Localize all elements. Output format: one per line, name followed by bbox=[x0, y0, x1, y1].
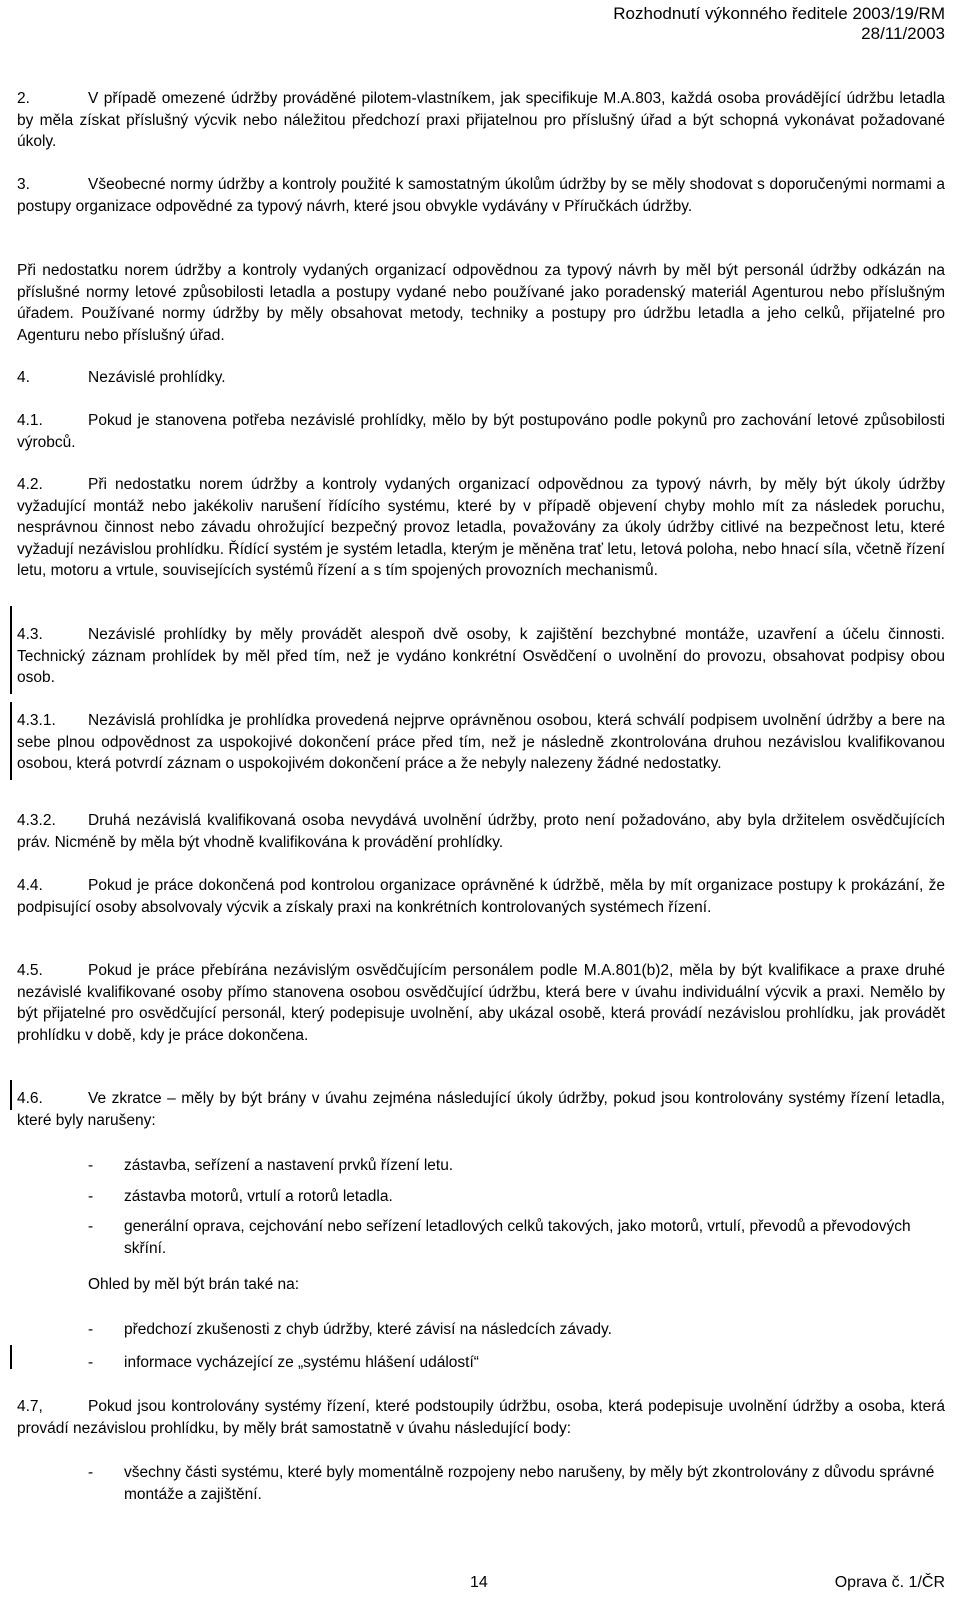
paragraph-text: V případě omezené údržby prováděné pilotem-vlastníkem, jak specifikuje M.A.803, každá osoba provádějící údržbu letadla by měla získat příslušný výcvik nebo náležitou předchozí praxi přijatelnou pro příslušný úřad a být schopná vykonávat požadované úkoly. bbox=[17, 90, 945, 150]
paragraph-text: Při nedostatku norem údržby a kontroly vydaných organizací odpovědnou za typový návrh, by měly být úkoly údržby vyžadující montáž nebo jakékoliv narušení řídícího systému, které by v případě objevení chyby mohlo mít za následek poruchu, nesprávnou činnost nebo závadu ohrožující bezpečný provoz letadla, považovány za úkoly údržby citlivé na bezpečnost letu, které vyžadují nezávislou prohlídku. Řídící systém je systém letadla, kterým je měněna trať letu, letová poloha, nebo hnací síla, včetně řízení letu, motoru a vrtule, souvisejících systémů řízení a s tím spojených provozních mechanismů. bbox=[17, 476, 945, 579]
paragraph-number: 4.3.1. bbox=[17, 712, 56, 729]
paragraph-number: 4.3.2. bbox=[17, 812, 56, 829]
page-header bbox=[613, 4, 945, 44]
section-title: Nezávislé prohlídky. bbox=[88, 369, 226, 386]
list-item-text: zástavba motorů, vrtulí a rotorů letadla. bbox=[124, 1188, 393, 1205]
list-dash: - bbox=[88, 1157, 94, 1174]
paragraph-4-3-1 bbox=[17, 710, 945, 775]
list-item bbox=[88, 1216, 945, 1259]
change-bar bbox=[10, 606, 12, 694]
paragraph-number: 4.5. bbox=[17, 962, 43, 979]
paragraph-4-1 bbox=[17, 410, 945, 453]
section-number: 4. bbox=[17, 369, 30, 386]
paragraph-4-2 bbox=[17, 474, 945, 582]
paragraph-text: Pokud je stanovena potřeba nezávislé prohlídky, mělo by být postupováno podle pokynů pro zachování letové způsobilosti výrobců. bbox=[17, 412, 945, 451]
header-date: 28/11/2003 bbox=[861, 24, 945, 43]
list-item-text: generální oprava, cejchování nebo seřízení letadlových celků takových, jako motorů, vrtulí, převodů a převodových skříní. bbox=[124, 1218, 911, 1257]
paragraph-text: Při nedostatku norem údržby a kontroly vydaných organizací odpovědnou za typový návrh by měl být personál údržby odkázán na příslušné normy letové způsobilosti letadla a postupy vydané nebo používané jako poradenský materiál Agenturou nebo příslušným úřadem. Používané normy údržby by měly obsahovat metody, techniky a postupy pro údržbu letadla a jeho celků, přijatelné pro Agenturu nebo příslušný úřad. bbox=[17, 262, 945, 344]
list-item bbox=[88, 1186, 945, 1208]
paragraph-3-continuation bbox=[17, 260, 945, 346]
list-item-text: všechny části systému, které byly momentálně rozpojeny nebo narušeny, by měly být zkontrolovány z důvodu správné montáže a zajištění. bbox=[124, 1464, 935, 1503]
paragraph-text: Všeobecné normy údržby a kontroly použité k samostatným úkolům údržby by se měly shodovat s doporučenými normami a postupy organizace odpovědné za typový návrh, které jsou obvykle vydávány v Příručkách údržby. bbox=[17, 176, 945, 215]
paragraph-number: 4.6. bbox=[17, 1090, 43, 1107]
paragraph-number: 4.2. bbox=[17, 476, 43, 493]
paragraph-text: Druhá nezávislá kvalifikovaná osoba nevydává uvolnění údržby, proto není požadováno, aby byla držitelem osvědčujících práv. Nicméně by měla být vhodně kvalifikována k provádění prohlídky. bbox=[17, 812, 945, 851]
paragraph-text: Pokud jsou kontrolovány systémy řízení, které podstoupily údržbu, osoba, která podepisuje uvolnění údržby a osoba, která provádí nezávislou prohlídku, by měly brát samostatně v úvahu následující body: bbox=[17, 1398, 945, 1437]
list-item bbox=[88, 1462, 945, 1505]
paragraph-4-3-2 bbox=[17, 810, 945, 853]
header-decision-title: Rozhodnutí výkonného ředitele 2003/19/RM bbox=[613, 4, 945, 23]
paragraph-text: Ve zkratce – měly by být brány v úvahu zejména následující úkoly údržby, pokud jsou kontrolovány systémy řízení letadla, které byly narušeny: bbox=[17, 1090, 945, 1129]
paragraph-text: Pokud je práce přebírána nezávislým osvědčujícím personálem podle M.A.801(b)2, měla by být kvalifikace a praxe druhé nezávislé kvalifikované osoby přímo stanovena osobou osvědčující údržbu, která bere v úvahu individuální výcvik a praxi. Nemělo by být přijatelné pro osvědčující personál, který podepisuje uvolnění, aby ukázal osobě, která provádí nezávislou prohlídku, jak provádět prohlídku v době, kdy je práce dokončena. bbox=[17, 962, 945, 1044]
paragraph-4-7 bbox=[17, 1396, 945, 1439]
list-item bbox=[88, 1155, 945, 1177]
list-item-text: zástavba, seřízení a nastavení prvků řízení letu. bbox=[124, 1157, 454, 1174]
list-item bbox=[88, 1319, 945, 1341]
paragraph-text: Nezávislé prohlídky by měly provádět alespoň dvě osoby, k zajištění bezchybné montáže, uzavření a účelu činnosti. Technický záznam prohlídek by měl před tím, než je vydáno konkrétní Osvědčení o uvolnění do provozu, obsahovat podpisy obou osob. bbox=[17, 626, 945, 686]
paragraph-3 bbox=[17, 174, 945, 217]
paragraph-number: 4.1. bbox=[17, 412, 43, 429]
list-dash: - bbox=[88, 1354, 94, 1371]
paragraph-text: Nezávislá prohlídka je prohlídka provedená nejprve oprávněnou osobou, která schválí podpisem uvolnění údržby a bere na sebe plnou odpovědnost za uspokojivé dokončení práce před tím, než je následně zkontrolována druhou nezávislou kvalifikovanou osobou, která potvrdí záznam o uspokojivém dokončení práce a že nebyly nalezeny žádné nedostatky. bbox=[17, 712, 945, 772]
paragraph-4-6 bbox=[17, 1088, 945, 1131]
change-bar bbox=[10, 1080, 12, 1110]
also-consider-label: Ohled by měl být brán také na: bbox=[88, 1276, 300, 1293]
paragraph-text: Pokud je práce dokončená pod kontrolou organizace oprávněné k údržbě, měla by mít organizace postupy k prokázání, že podpisující osoby absolvovaly výcvik a získaly praxi na konkrétních kontrolovaných systémech řízení. bbox=[17, 877, 945, 916]
correction-label: Oprava č. 1/ČR bbox=[834, 1574, 945, 1591]
list-dash: - bbox=[88, 1218, 94, 1235]
paragraph-4-4 bbox=[17, 875, 945, 918]
list-dash: - bbox=[88, 1188, 94, 1205]
section-4-heading bbox=[17, 367, 945, 389]
list-dash: - bbox=[88, 1321, 94, 1338]
list-dash: - bbox=[88, 1464, 94, 1481]
list-item-text: předchozí zkušenosti z chyb údržby, které závisí na následcích závady. bbox=[124, 1321, 612, 1338]
paragraph-number: 2. bbox=[17, 90, 30, 107]
paragraph-number: 4.4. bbox=[17, 877, 43, 894]
paragraph-number: 3. bbox=[17, 176, 30, 193]
change-bar bbox=[10, 702, 12, 780]
page-number: 14 bbox=[470, 1574, 488, 1591]
paragraph-2 bbox=[17, 88, 945, 153]
list-item bbox=[88, 1352, 945, 1374]
paragraph-number: 4.7, bbox=[17, 1398, 43, 1415]
change-bar bbox=[10, 1345, 12, 1369]
paragraph-number: 4.3. bbox=[17, 626, 43, 643]
document-page bbox=[17, 0, 945, 1597]
list-item-text: informace vycházející ze „systému hlášení událostí“ bbox=[124, 1354, 479, 1371]
paragraph-4-5 bbox=[17, 960, 945, 1046]
paragraph-4-3 bbox=[17, 624, 945, 689]
